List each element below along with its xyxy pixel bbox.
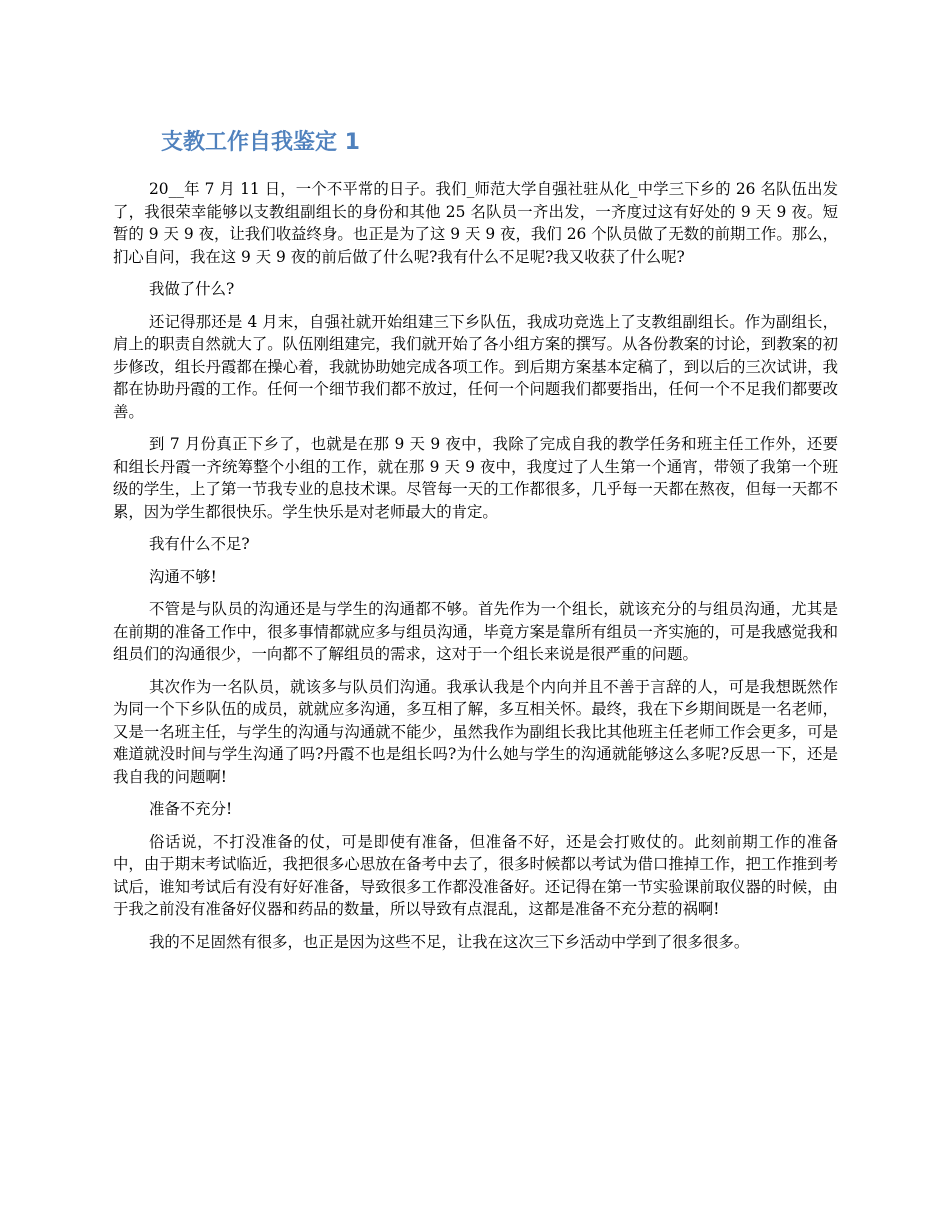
- document-title: 支教工作自我鉴定 1: [161, 130, 360, 155]
- paragraph-july-teaching: 到 7 月份真正下乡了，也就是在那 9 天 9 夜中，我除了完成自我的教学任务和班主任工作外，还要和组长丹霞一齐统筹整个小组的工作，就在那 9 天 9 夜中，我度过了人生第一个通宵，带领了我第一个班级的学生，上了第一节我专业的息技术课。尽管每一天的工作都很多，几乎每一天都在熬夜，但每一天都不累，因为学生都很快乐。学生快乐是对老师最大的肯定。: [113, 435, 838, 521]
- paragraph-april-preparation: 还记得那还是 4 月末，自强社就开始组建三下乡队伍，我成功竞选上了支教组副组长。作为副组长，肩上的职责自然就大了。队伍刚组建完，我们就开始了各小组方案的撰写。从各份教案的讨论，到教案的初步修改，组长丹霞都在操心着，我就协助她完成各项工作。到后期方案基本定稿了，到以后的三次试讲，我都在协助丹霞的工作。任何一个细节我们都不放过，任何一个问题我们都要指出，任何一个不足我们都要改善。: [113, 312, 838, 421]
- paragraph-intro: 20__年 7 月 11 日，一个不平常的日子。我们_师范大学自强社驻从化_中学三下乡的 26 名队伍出发了，我很荣幸能够以支教组副组长的身份和其他 25 名队员一齐出发，一齐度过这有好处的 9 天 9 夜。短暂的 9 天 9 夜，让我们收益终身。也正是为了这 9 天 9 夜，我们 26 个队员做了无数的前期工作。那么，扪心自问，我在这 9 天 9 夜的前后做了什么呢?我有什么不足呢?我又收获了什么呢?: [113, 180, 838, 266]
- paragraph-heading-shortcomings: 我有什么不足?: [149, 535, 250, 553]
- paragraph-conclusion: 我的不足固然有很多，也正是因为这些不足，让我在这次三下乡活动中学到了很多很多。: [149, 932, 750, 951]
- document-page: [113, 128, 838, 963]
- paragraph-heading-communication: 沟通不够!: [149, 567, 217, 586]
- paragraph-heading-what-i-did: 我做了什么?: [149, 280, 235, 298]
- paragraph-communication-students: 其次作为一名队员，就该多与队员们沟通。我承认我是个内向并且不善于言辞的人，可是我想既然作为同一个下乡队伍的成员，就就应多沟通，多互相了解，多互相关怀。最终，我在下乡期间既是一名老师，又是一名班主任，与学生的沟通与沟通就不能少，虽然我作为副组长我比其他班主任老师工作会更多，可是难道就没时间与学生沟通了吗?丹霞不也是组长吗?为什么她与学生的沟通就能够这么多呢?反思一下，还是我自我的问题啊!: [113, 677, 838, 786]
- paragraph-heading-preparation: 准备不充分!: [149, 800, 233, 818]
- paragraph-preparation-detail: 俗话说，不打没准备的仗，可是即使有准备，但准备不好，还是会打败仗的。此刻前期工作的准备中，由于期末考试临近，我把很多心思放在备考中去了，很多时候都以考试为借口推掉工作，把工作推到考试后，谁知考试后有没有好好准备，导致很多工作都没准备好。还记得在第一节实验课前取仪器的时候，由于我之前没有准备好仪器和药品的数量，所以导致有点混乱，这都是准备不充分惹的祸啊!: [113, 832, 838, 918]
- paragraph-communication-team: 不管是与队员的沟通还是与学生的沟通都不够。首先作为一个组长，就该充分的与组员沟通，尤其是在前期的准备工作中，很多事情都就应多与组员沟通，毕竟方案是靠所有组员一齐实施的，可是我感觉我和组员们的沟通很少，一向都不了解组员的需求，这对于一个组长来说是很严重的问题。: [113, 600, 838, 663]
